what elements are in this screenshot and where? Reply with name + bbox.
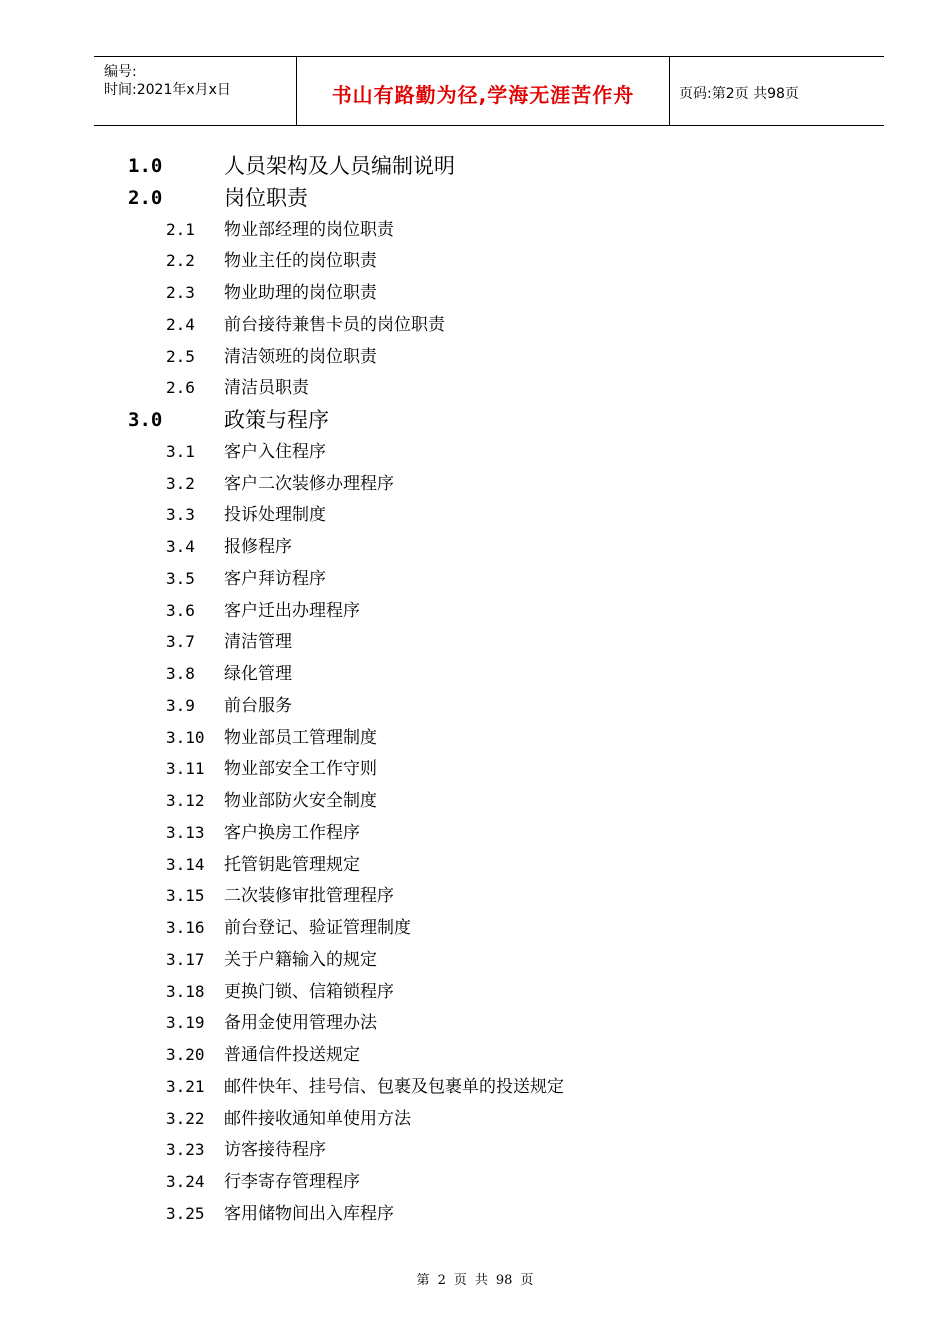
toc-entry-title: 二次装修审批管理程序 — [224, 886, 394, 907]
toc-entry-number: 3.15 — [166, 886, 205, 906]
toc-entry-number: 2.5 — [166, 346, 195, 366]
toc-entry-number: 3.9 — [166, 695, 195, 715]
footer-total-number: 98 — [495, 1273, 513, 1288]
toc-entry-title: 客户换房工作程序 — [224, 822, 360, 843]
toc-entry-title: 客户拜访程序 — [224, 568, 326, 589]
toc-entry-number: 3.21 — [166, 1076, 205, 1096]
page-header — [94, 56, 884, 126]
toc-entry-number: 3.1 — [166, 441, 195, 461]
toc-entry-title: 行李寄存管理程序 — [224, 1172, 360, 1192]
toc-entry-number: 3.6 — [166, 600, 195, 620]
toc-entry-title: 托管钥匙管理规定 — [224, 854, 360, 875]
toc-entry-number: 2.1 — [166, 219, 195, 239]
toc-entry-number: 1.0 — [128, 155, 163, 177]
toc-entry-number: 2.4 — [166, 314, 195, 334]
toc-entry-title: 人员架构及人员编制说明 — [224, 154, 455, 178]
toc-entry-title: 政策与程序 — [224, 408, 329, 432]
toc-entry-title: 备用金使用管理办法 — [224, 1013, 377, 1034]
toc-entry-title: 物业部员工管理制度 — [224, 727, 377, 748]
toc-entry-title: 投诉处理制度 — [224, 505, 326, 526]
toc-entry-title: 关于户籍输入的规定 — [224, 949, 377, 970]
toc-entry-number: 3.2 — [166, 473, 195, 493]
toc-entry-number: 3.17 — [166, 949, 205, 969]
toc-entry-title: 邮件接收通知单使用方法 — [224, 1108, 411, 1129]
toc-entry-title: 报修程序 — [224, 537, 292, 557]
toc-entry-title: 清洁领班的岗位职责 — [224, 346, 377, 367]
toc-entry-title: 清洁员职责 — [224, 378, 309, 399]
toc-entry-number: 3.0 — [128, 409, 163, 431]
toc-entry-number: 2.6 — [166, 378, 195, 398]
toc-entry-number: 3.8 — [166, 664, 195, 683]
footer-total-label: 共 — [474, 1273, 488, 1288]
toc-entry-title: 客户迁出办理程序 — [224, 600, 360, 621]
toc-entry-title: 绿化管理 — [224, 664, 292, 684]
toc-entry-title: 前台服务 — [224, 695, 292, 716]
toc-entry-title: 物业助理的岗位职责 — [224, 283, 377, 303]
document-number-label: 编号: — [104, 64, 137, 80]
toc-entry-title: 前台接待兼售卡员的岗位职责 — [224, 314, 445, 335]
footer-total-unit: 页 — [520, 1273, 534, 1288]
toc-entry-title: 客户二次装修办理程序 — [224, 473, 394, 494]
toc-entry-title: 更换门锁、信箱锁程序 — [224, 981, 394, 1002]
toc-entry-number: 3.3 — [166, 505, 195, 525]
toc-entry-title: 物业部经理的岗位职责 — [224, 219, 394, 240]
toc-entry-number: 3.16 — [166, 918, 205, 937]
toc-entry-title: 普通信件投送规定 — [224, 1045, 360, 1065]
toc-entry-number: 2.0 — [128, 186, 163, 209]
header-page-cell — [669, 57, 884, 125]
toc-entry-number: 3.25 — [166, 1203, 205, 1223]
footer-page-unit: 页 — [453, 1273, 467, 1288]
toc-entry-number: 3.19 — [166, 1013, 205, 1033]
toc-entry-number: 3.7 — [166, 632, 195, 652]
toc-entry-number: 3.23 — [166, 1140, 205, 1160]
page-footer — [0, 1269, 950, 1288]
toc-entry-number: 3.13 — [166, 822, 205, 842]
toc-entry-title: 访客接待程序 — [224, 1140, 326, 1161]
toc-entry-number: 2.3 — [166, 283, 195, 302]
toc-entry-number: 3.18 — [166, 981, 205, 1001]
toc-entry-title: 物业部防火安全制度 — [224, 791, 377, 811]
header-motto: 书山有路勤为径,学海无涯苦作舟 — [331, 83, 635, 107]
header-info-cell — [94, 57, 296, 125]
toc-entry-number: 3.11 — [166, 759, 205, 779]
toc-entry-number: 3.5 — [166, 568, 195, 588]
toc-entry-title: 邮件快年、挂号信、包裹及包裹单的投送规定 — [224, 1076, 564, 1097]
toc-entry-number: 3.4 — [166, 537, 195, 556]
toc-entry-title: 前台登记、验证管理制度 — [224, 918, 411, 938]
toc-entry-number: 3.14 — [166, 854, 205, 874]
header-page-code: 页码:第2页 共98页 — [679, 86, 799, 102]
toc-entry-title: 物业主任的岗位职责 — [224, 251, 377, 272]
toc-entry-number: 3.22 — [166, 1108, 205, 1128]
toc-entry-number: 3.24 — [166, 1172, 205, 1191]
toc-entry-number: 2.2 — [166, 251, 195, 271]
toc-entry-number: 3.12 — [166, 791, 205, 810]
toc-entry-number: 3.20 — [166, 1045, 205, 1064]
toc-entry-title: 清洁管理 — [224, 632, 292, 653]
footer-page-label: 第 — [416, 1273, 430, 1288]
footer-page-number: 2 — [437, 1273, 446, 1288]
toc-entry-title: 客用储物间出入库程序 — [224, 1203, 394, 1224]
toc-entry-number: 3.10 — [166, 727, 205, 747]
toc-entry-title: 岗位职责 — [224, 185, 308, 210]
toc-entry-title: 客户入住程序 — [224, 441, 326, 462]
document-time-label: 时间:2021年x月x日 — [104, 82, 231, 98]
toc-entry-title: 物业部安全工作守则 — [224, 759, 377, 780]
header-motto-cell — [296, 57, 670, 125]
